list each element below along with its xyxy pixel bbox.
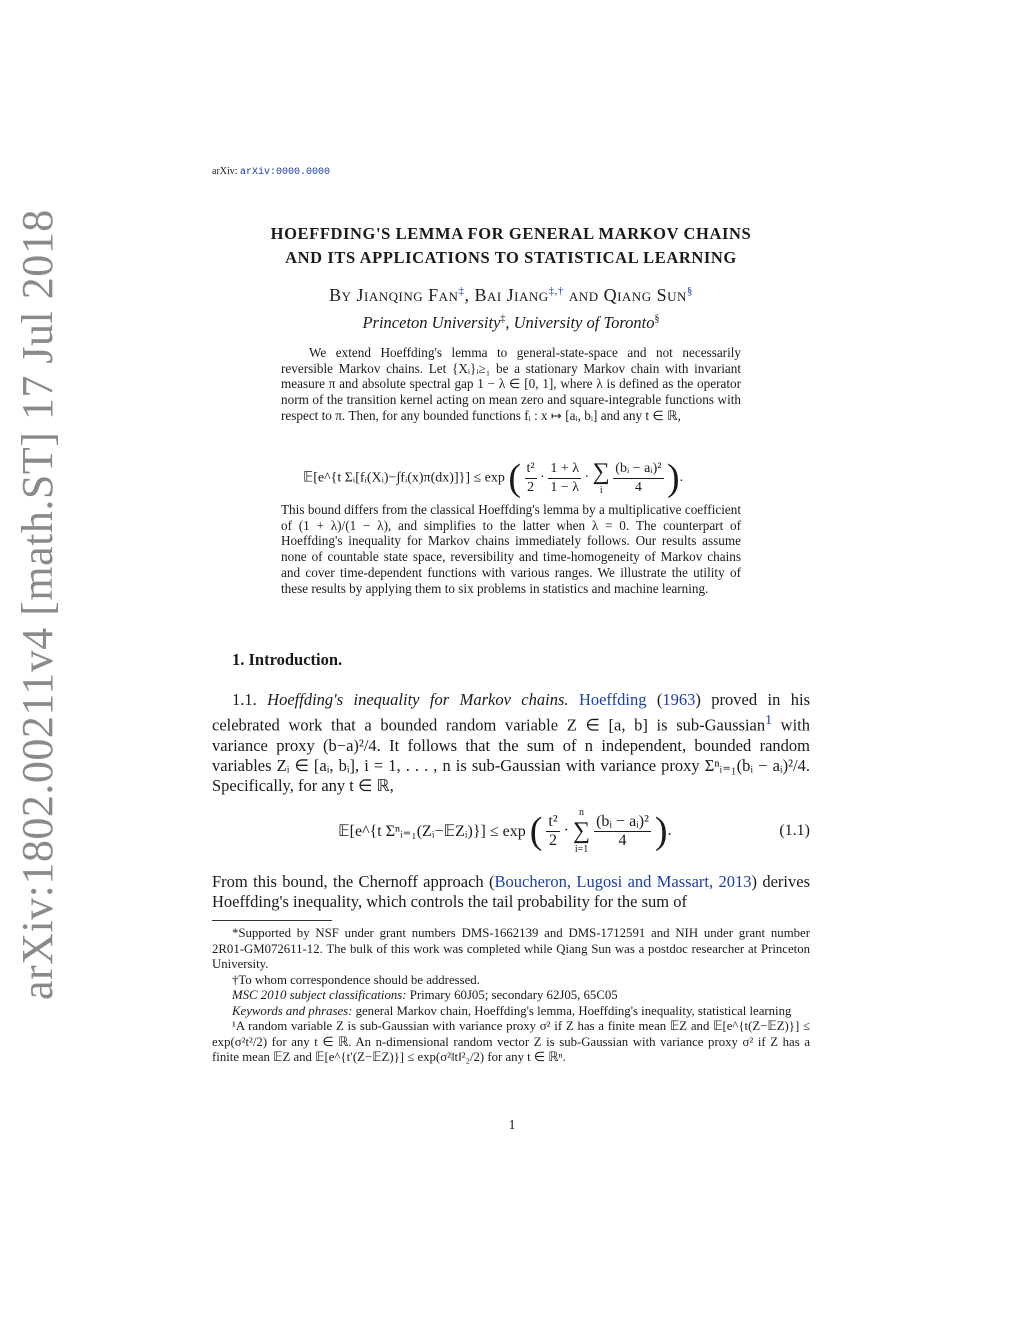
title-line-1: HOEFFDING'S LEMMA FOR GENERAL MARKOV CHAINS xyxy=(270,224,752,243)
cite-hoeffding-year-link[interactable]: 1963 xyxy=(662,690,696,709)
eq-1-1-sum: n ∑ i=1 xyxy=(572,807,591,855)
paper-title xyxy=(212,222,810,270)
intro-paragraph-2: From this bound, the Chernoff approach (Boucheron, Lugosi and Massart, 2013) derives Hoeffding's inequality, which controls the tail probability for the sum of xyxy=(212,872,810,912)
subsection-number: 1.1. xyxy=(232,690,257,709)
abstract-eq-lhs: 𝔼[e^{t Σᵢ[fᵢ(Xᵢ)−∫fᵢ(x)π(dx)]}] ≤ exp xyxy=(303,470,505,486)
affiliation-toronto: University of Toronto xyxy=(513,313,655,332)
eq-1-1-frac-range: $\frac{\text{(bᵢ − aᵢ)²}}{4}$ xyxy=(596,812,649,849)
author-jiang-mark[interactable]: ‡,† xyxy=(548,285,564,297)
arxiv-header-id-link[interactable]: arXiv:0000.0000 xyxy=(240,167,331,178)
equation-1-1: 𝔼[e^{t Σⁿᵢ₌₁(Zᵢ−𝔼Zᵢ)}] ≤ exp ( $\frac{\text{t²}}{2}$ · n ∑ i=1 $\frac{\text{(bᵢ − aᵢ)²}}{4}$ ). (1.1) xyxy=(338,807,810,855)
abstract-eq-frac-lambda: $\frac{1 + \lambda}{1 - \lambda}$ xyxy=(550,460,579,495)
author-and: and xyxy=(563,285,604,305)
eq-1-1-frac-t2: $\frac{\text{t²}}{2}$ xyxy=(548,812,558,849)
abstract-eq-frac-t2: $\frac{\text{t²}}{2}$ xyxy=(526,460,535,495)
author-jiang: Bai Jiang xyxy=(474,285,549,305)
affiliation-toronto-mark: § xyxy=(654,313,660,325)
arxiv-side-stamp: arXiv:1802.00211v4 [math.ST] 17 Jul 2018 xyxy=(13,209,62,1000)
title-line-2: AND ITS APPLICATIONS TO STATISTICAL LEARNING xyxy=(285,248,737,267)
abstract-equation: 𝔼[e^{t Σᵢ[fᵢ(Xᵢ)−∫fᵢ(x)π(dx)]}] ≤ exp ( $\frac{\text{t²}}{2}$ · $\frac{1 + \lambda}{1 - \lambda}$ · ∑ i $\frac{\text{(bᵢ − aᵢ)²}}{4}$ ). xyxy=(303,457,684,499)
footnote-support: *Supported by NSF under grant numbers DMS-1662139 and DMS-1712591 and NIH under grant number 2R01-GM072611-12. The bulk of this work was completed while Qiang Sun was a postdoc researcher at Princeton University. xyxy=(212,926,810,971)
footnote-divider xyxy=(212,920,332,921)
cite-hoeffding-link[interactable]: Hoeffding xyxy=(578,690,647,709)
author-fan: Jianqing Fan xyxy=(356,285,459,305)
abstract-eq-frac-range: $\frac{\text{(bᵢ − aᵢ)²}}{4}$ xyxy=(615,460,662,495)
abstract-paragraph-2: This bound differs from the classical Hoeffding's lemma by a multiplicative coefficient of (1 + λ)/(1 − λ), and simplifies to the latter when λ = 0. The counterpart of Hoeffding's inequality for Markov chains immediately follows. Our results assume none of countable state space, reversibility and time-homogeneity of Markov chains and cover time-dependent functions with various ranges. We illustrate the utility of these results by applying them to six problems in statistics and machine learning. xyxy=(281,502,741,596)
footnote-msc: MSC 2010 subject classifications: Primary 60J05; secondary 62J05, 65C05 xyxy=(232,988,618,1002)
author-sun: Qiang Sun xyxy=(603,285,687,305)
affiliation-princeton: Princeton University xyxy=(362,313,501,332)
by-label: By xyxy=(329,285,352,305)
abstract-eq-sum: ∑ i xyxy=(592,458,610,496)
footnote-keywords: Keywords and phrases: general Markov chain, Hoeffding's lemma, Hoeffding's inequality, statistical learning xyxy=(232,1003,792,1018)
footnote-1: ¹A random variable Z is sub-Gaussian with variance proxy σ² if Z has a finite mean 𝔼Z and 𝔼[e^{t(Z−𝔼Z)}] ≤ exp(σ²t²/2) for any t ∈ ℝ. An n-dimensional random vector Z is sub-Gaussian with variance proxy σ² if Z has a finite mean 𝔼Z and 𝔼[e^{t′(Z−𝔼Z)}] ≤ exp(σ²‖t‖²₂/2) for any t ∈ ℝⁿ. xyxy=(212,1019,810,1064)
author-separator: , xyxy=(464,285,475,305)
author-fan-mark[interactable]: ‡ xyxy=(458,285,465,297)
affiliation-princeton-mark: ‡ xyxy=(500,313,506,325)
abstract-paragraph-1: We extend Hoeffding's lemma to general-state-space and not necessarily reversible Markov chains. Let {Xᵢ}ᵢ≥₁ be a stationary Markov chain with invariant measure π and absolute spectral gap 1 − λ ∈ [0, 1], where λ is defined as the operator norm of the transition kernel acting on mean zero and square-integrable functions with respect to π. Then, for any bounded functions fᵢ : x ↦ [aᵢ, bᵢ] and any t ∈ ℝ, xyxy=(281,345,741,423)
author-list xyxy=(212,285,810,306)
footnote-1-ref[interactable]: 1 xyxy=(765,712,772,728)
arxiv-header xyxy=(212,166,330,178)
footnote-correspondence: †To whom correspondence should be addressed. xyxy=(232,972,480,987)
footnotes xyxy=(212,926,810,1066)
affiliation-separator: , xyxy=(505,313,514,332)
page-number: 1 xyxy=(508,1118,516,1133)
subsection-title: Hoeffding's inequality for Markov chains. xyxy=(267,690,569,709)
section-title-introduction: 1. Introduction. xyxy=(232,650,343,669)
arxiv-header-label: arXiv: xyxy=(212,166,238,177)
intro-paragraph-1: 1.1. Hoeffding's inequality for Markov chains. Hoeffding (1963) proved in his celebrated work that a bounded random variable Z ∈ [a, b] is sub-Gaussian$^1$ with variance proxy (b−a)²/4. It follows that the sum of n independent, bounded random variables Zᵢ ∈ [aᵢ, bᵢ], i = 1, . . . , n is sub-Gaussian with variance proxy Σⁿᵢ₌₁(bᵢ − aᵢ)²/4. Specifically, for any t ∈ ℝ, xyxy=(212,690,810,796)
equation-number: (1.1) xyxy=(779,822,810,839)
cite-boucheron-link[interactable]: Boucheron, Lugosi and Massart, 2013 xyxy=(494,872,752,891)
author-sun-mark[interactable]: § xyxy=(686,285,693,297)
eq-1-1-lhs: 𝔼[e^{t Σⁿᵢ₌₁(Zᵢ−𝔼Zᵢ)}] ≤ exp xyxy=(338,823,526,840)
affiliations xyxy=(212,313,810,333)
